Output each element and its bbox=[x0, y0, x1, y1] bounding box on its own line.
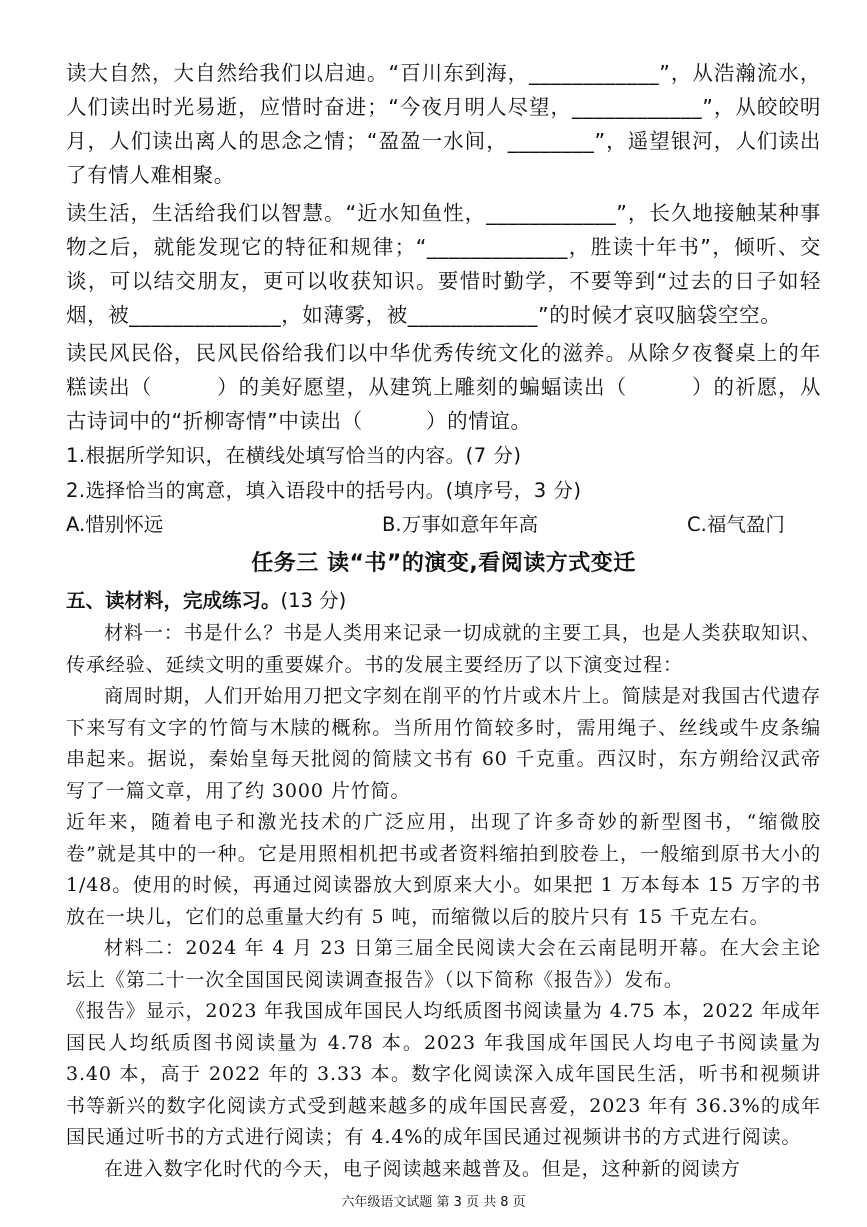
option-a: A.惜别怀远 bbox=[66, 513, 164, 536]
task-title: 任务三 读“书”的演变,看阅读方式变迁 bbox=[251, 551, 636, 576]
page-footer: 六年级语文试题 第 3 页 共 8 页 bbox=[341, 1195, 526, 1210]
option-list bbox=[66, 508, 821, 542]
material-2-intro: 材料二：2024 年 4 月 23 日第三届全民阅读大会在云南昆明开幕。在大会主论坛上《第二十一次全国国民阅读调查报告》（以下简称《报告》）发布。 bbox=[66, 937, 821, 991]
exam-page bbox=[66, 56, 821, 1185]
section-score: (13 分) bbox=[280, 589, 347, 612]
option-c: C.福气盈门 bbox=[687, 513, 785, 536]
option-b: B.万事如意年年高 bbox=[382, 513, 539, 536]
question-2: 2.选择恰当的寓意，填入语段中的括号内。(填序号，3 分) bbox=[66, 479, 582, 502]
material-3-intro: 在进入数字化时代的今天，电子阅读越来越普及。但是，这种新的阅读方 bbox=[104, 1157, 741, 1180]
section-heading bbox=[66, 584, 821, 618]
question-1: 1.根据所学知识，在横线处填写恰当的内容。(7 分) bbox=[66, 444, 522, 467]
material-1-microfilm: 近年来，随着电子和激光技术的广泛应用，出现了许多奇妙的新型图书，“缩微胶卷”就是其中的一种。它是用照相机把书或者资料缩拍到胶卷上，一般缩到原书大小的 1/48。使用的时候，再通过阅读器放大到原来大小。如果把 1 万本每本 15 万字的书放在一块儿，它们的总重量大约有 5 吨，而缩微以后的胶片只有 15 千克左右。 bbox=[66, 811, 821, 928]
section-title: 五、读材料，完成练习。 bbox=[66, 589, 281, 612]
material-1-intro: 材料一：书是什么？书是人类用来记录一切成就的主要工具，也是人类获取知识、传承经验、延续文明的重要媒介。书的发展主要经历了以下演变过程： bbox=[66, 622, 821, 676]
paragraph-life: 读生活，生活给我们以智慧。“近水知鱼性，____________”，长久地接触某种事物之后，就能发现它的特征和规律；“_____________，胜读十年书”，倾听、交谈，可以结交朋友，更可以收获知识。要惜时勤学，不要等到“过去的日子如轻烟，被______________，如薄雾，被____________”的时候才哀叹脑袋空空。 bbox=[66, 201, 821, 327]
material-2-report: 《报告》显示，2023 年我国成年国民人均纸质图书阅读量为 4.75 本，2022 年成年国民人均纸质图书阅读量为 4.78 本。2023 年我国成年国民人均电子书阅读量为 3.40 本，高于 2022 年的 3.33 本。数字化阅读深入成年国民生活，听书和视频讲书等新兴的数字化阅读方式受到越来越多的成年国民喜爱，2023 年有 36.3%的成年国民通过听书的方式进行阅读；有 4.4%的成年国民通过视频讲书的方式进行阅读。 bbox=[66, 1000, 821, 1148]
paragraph-nature: 读大自然，大自然给我们以启迪。“百川东到海，____________”，从浩瀚流水，人们读出时光易逝，应惜时奋进；“今夜月明人尽望，____________”，从皎皎明月，人们读出离人的思念之情；“盈盈一水间，________”，遥望银河，人们读出了有情人难相聚。 bbox=[66, 61, 821, 187]
paragraph-customs: 读民风民俗，民风民俗给我们以中华优秀传统文化的滋养。从除夕夜餐桌上的年糕读出（ ）的美好愿望，从建筑上雕刻的蝙蝠读出（ ）的祈愿，从古诗词中的“折柳寄情”中读出（ ）的情谊。 bbox=[66, 341, 821, 433]
material-1-bamboo: 商周时期，人们开始用刀把文字刻在削平的竹片或木片上。简牍是对我国古代遗存下来写有文字的竹简与木牍的概称。当所用竹简较多时，需用绳子、丝线或牛皮条编串起来。据说，秦始皇每天批阅的简牍文书有 60 千克重。西汉时，东方朔给汉武帝写了一篇文章，用了约 3000 片竹简。 bbox=[66, 685, 821, 802]
